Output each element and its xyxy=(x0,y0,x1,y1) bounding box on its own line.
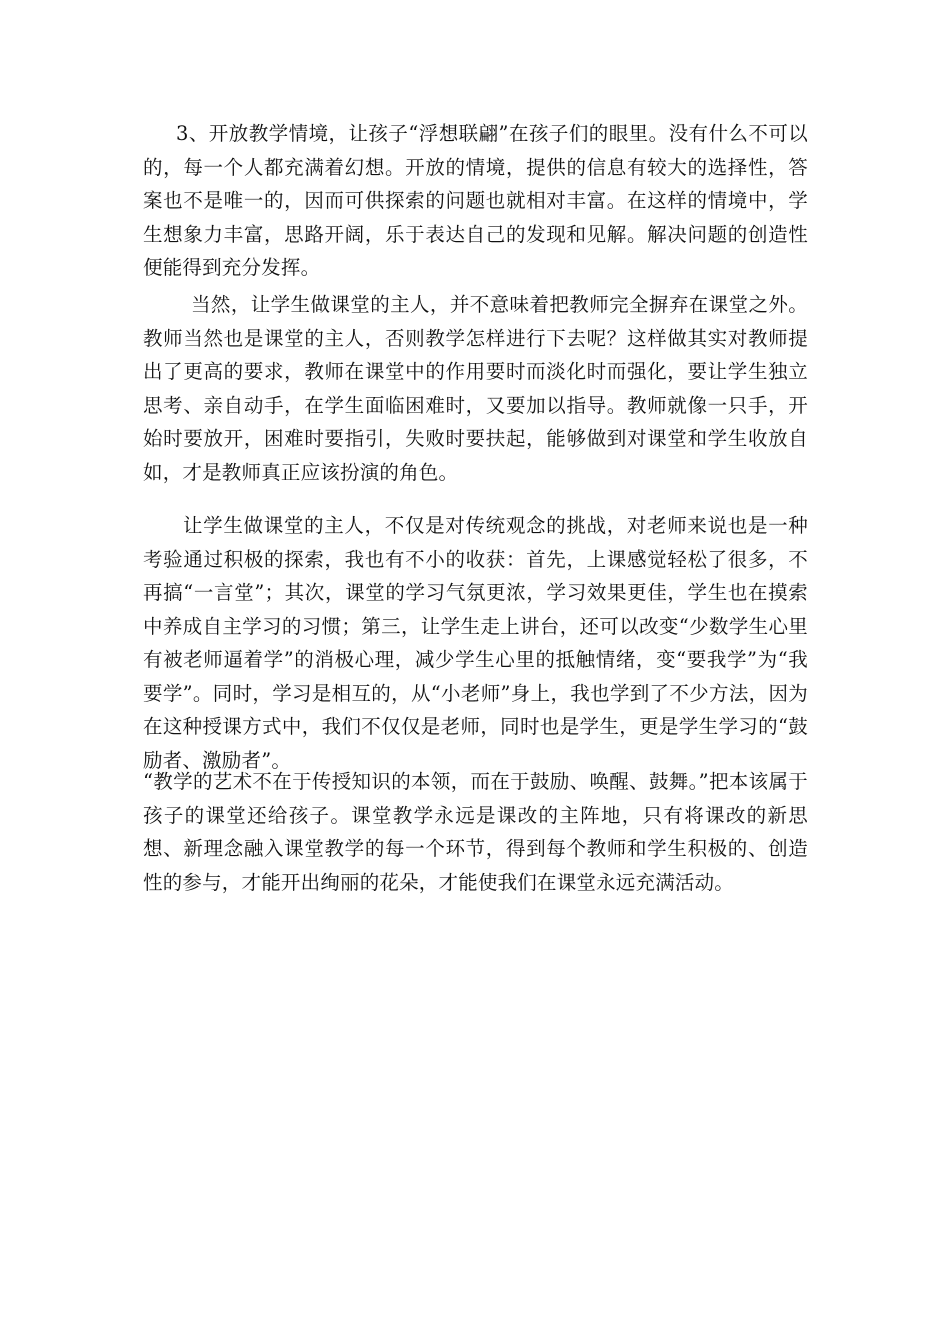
paragraph-student-as-master: 让学生做课堂的主人，不仅是对传统观念的挑战，对老师来说也是一种考验通过积极的探索，我也有不小的收获：首先，上课感觉轻松了很多，不再搞“一言堂”；其次，课堂的学习气氛更浓，学习效果更佳，学生也在摸索中养成自主学习的习惯；第三，让学生走上讲台，还可以改变“少数学生心里有被老师逼着学”的消极心理，减少学生心里的抵触情绪，变“要我学”为“我要学”。同时，学习是相互的，从“小老师”身上，我也学到了不少方法，因为在这种授课方式中，我们不仅仅是老师，同时也是学生，更是学生学习的“鼓励者、激励者”。 xyxy=(143,514,808,772)
paragraph-open-teaching-situation: 3、开放教学情境，让孩子“浮想联翩”在孩子们的眼里。没有什么不可以的，每一个人都充满着幻想。开放的情境，提供的信息有较大的选择性，答案也不是唯一的，因而可供探索的问题也就相对丰富。在这样的情境中，学生想象力丰富，思路开阔，乐于表达自己的发现和见解。解决问题的创造性便能得到充分发挥。 xyxy=(143,122,808,279)
paragraph-conclusion-quote: “教学的艺术不在于传授知识的本领，而在于鼓励、唤醒、鼓舞。”把本该属于孩子的课堂还给孩子。课堂教学永远是课改的主阵地，只有将课改的新思想、新理念融入课堂教学的每一个环节，得到每个教师和学生积极的、创造性的参与，才能开出绚丽的花朵，才能使我们在课堂永远充满活动。 xyxy=(143,770,808,894)
paragraph-teacher-role: 当然，让学生做课堂的主人，并不意味着把教师完全摒弃在课堂之外。教师当然也是课堂的主人，否则教学怎样进行下去呢？这样做其实对教师提出了更高的要求，教师在课堂中的作用要时而淡化时而强化，要让学生独立思考、亲自动手，在学生面临困难时，又要加以指导。教师就像一只手，开始时要放开，困难时要指引，失败时要扶起，能够做到对课堂和学生收放自如，才是教师真正应该扮演的角色。 xyxy=(143,293,808,484)
